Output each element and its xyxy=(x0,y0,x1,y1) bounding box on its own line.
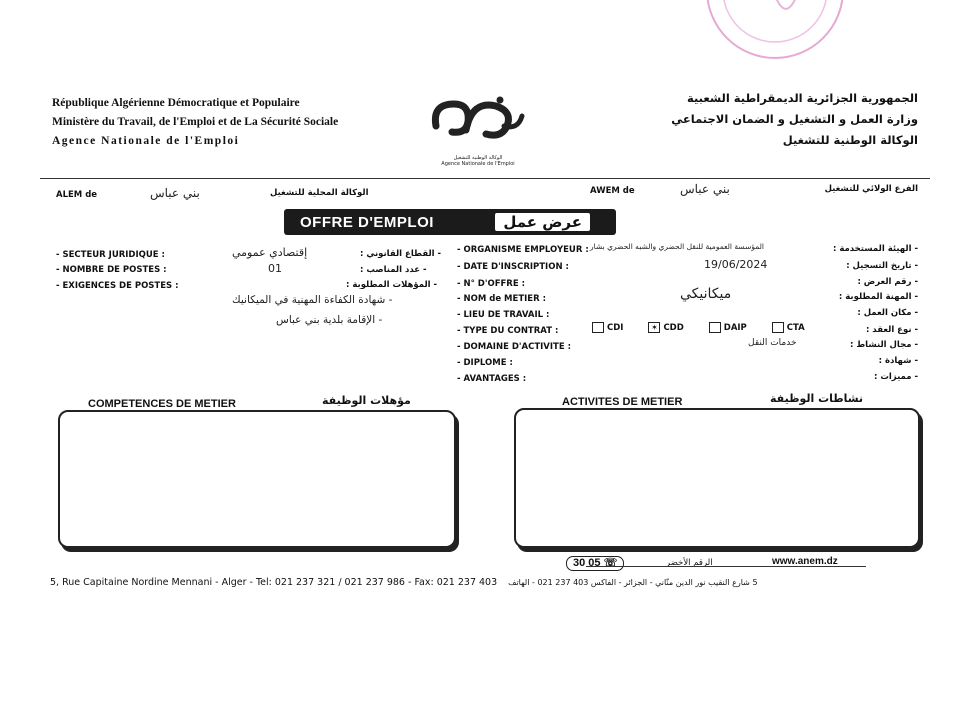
metier-label: - NOM de METIER : xyxy=(457,294,546,304)
contract-cta-label: CTA xyxy=(786,323,805,333)
header-ar-line1: الجمهورية الجزائرية الديمقراطية الشعبية xyxy=(686,91,918,105)
postes-value: 01 xyxy=(268,262,282,275)
contract-cdi-label: CDI xyxy=(607,323,624,333)
contrat-label: - TYPE DU CONTRAT : xyxy=(457,326,559,336)
activites-title: ACTIVITES DE METIER xyxy=(562,396,683,408)
competences-box xyxy=(58,410,456,548)
bottom-divider xyxy=(586,566,866,567)
checkbox-daip[interactable] xyxy=(709,322,721,333)
phone-icon: ☏ xyxy=(603,557,618,569)
domaine-label: - DOMAINE D'ACTIVITE : xyxy=(457,342,571,352)
anem-logo-icon xyxy=(418,86,538,150)
secteur-ar-label: - القطاع القانوني : xyxy=(360,249,442,259)
green-number: 30 05 xyxy=(573,557,601,569)
date-ar-label: - تاريخ التسجيل : xyxy=(846,261,918,271)
awem-ar-label: الفرع الولائي للتشغيل xyxy=(824,184,918,194)
organisme-label: - ORGANISME EMPLOYEUR : xyxy=(457,245,589,255)
awem-label: AWEM de xyxy=(590,186,635,196)
logo-caption-fr: Agence Nationale de l'Emploi xyxy=(441,161,515,167)
date-value: 19/06/2024 xyxy=(704,258,768,271)
contract-option-cdd[interactable] xyxy=(648,323,683,333)
contract-option-daip[interactable] xyxy=(709,323,747,333)
lieu-ar-label: - مكان العمل : xyxy=(857,308,918,318)
avantages-label: - AVANTAGES : xyxy=(457,374,527,384)
banner-fr: OFFRE D'EMPLOI xyxy=(300,213,434,231)
header-fr-line2: Ministère du Travail, de l'Emploi et de La Sécurité Sociale xyxy=(52,116,339,128)
contract-option-cta[interactable] xyxy=(772,323,805,333)
green-number-badge xyxy=(566,556,624,571)
checkbox-cdi[interactable] xyxy=(592,322,604,333)
alem-label: ALEM de xyxy=(56,190,98,200)
contract-daip-label: DAIP xyxy=(723,323,747,333)
diplome-ar-label: - شهادة : xyxy=(878,356,918,366)
header-fr-line1: République Algérienne Démocratique et Populaire xyxy=(52,97,300,109)
address-ar: 5 شارع النقيب نور الدين منّاني - الجزائر - الفاكس 403 237 021 - الهاتف xyxy=(508,578,758,587)
organisme-value: المؤسسة العمومية للنقل الحضري والشبه الحضري بشار xyxy=(590,242,764,251)
checkbox-cta[interactable] xyxy=(772,322,784,333)
offre-label: - N° D'OFFRE : xyxy=(457,279,526,289)
organisme-ar-label: - الهيئة المستخدمة : xyxy=(833,244,918,254)
competences-title-ar: مؤهلات الوظيفة xyxy=(322,394,411,407)
awem-value: بني عباس xyxy=(680,182,730,196)
competences-title: COMPETENCES DE METIER xyxy=(88,398,236,410)
header-divider xyxy=(40,178,930,179)
activites-title-ar: نشاطات الوظيفة xyxy=(770,392,864,405)
french-header xyxy=(52,94,338,151)
header-ar-line2: وزارة العمل و التشغيل و الضمان الاجتماعي xyxy=(671,112,918,126)
metier-ar-label: - المهنة المطلوبة : xyxy=(838,292,918,302)
contract-cdd-label: CDD xyxy=(663,323,684,333)
metier-value: ميكانيكي xyxy=(680,286,732,302)
date-label: - DATE D'INSCRIPTION : xyxy=(457,262,569,272)
exigence-2: - الإقامة بلدية بني عباس xyxy=(276,314,383,326)
contract-option-cdi[interactable] xyxy=(592,323,623,333)
lieu-label: - LIEU DE TRAVAIL : xyxy=(457,310,550,320)
domaine-ar-label: - مجال النشاط : xyxy=(849,340,918,350)
exigences-label: - EXIGENCES DE POSTES : xyxy=(56,281,179,291)
address-fr: 5, Rue Capitaine Nordine Mennani - Alger - Tel: 021 237 321 / 021 237 986 - Fax: 021 237 403 xyxy=(50,577,498,588)
contract-options xyxy=(592,322,805,333)
arabic-header xyxy=(671,88,918,151)
contrat-ar-label: - نوع العقد : xyxy=(865,325,918,335)
official-stamp-icon xyxy=(700,0,850,80)
activites-box xyxy=(514,408,920,548)
website-link[interactable]: www.anem.dz xyxy=(772,556,838,567)
checkbox-cdd[interactable]: ✶ xyxy=(648,322,660,333)
header-ar-line3: الوكالة الوطنية للتشغيل xyxy=(782,133,918,147)
offer-banner xyxy=(284,209,616,235)
alem-ar-label: الوكالة المحلية للتشغيل xyxy=(270,188,369,198)
banner-ar: عرض عمل xyxy=(495,213,590,231)
exigence-1: - شهادة الكفاءة المهنية في الميكانيك xyxy=(232,294,393,306)
offre-ar-label: - رقم العرض : xyxy=(857,277,918,287)
alem-value: بني عباس xyxy=(150,186,200,200)
logo-caption-ar: الوكالة الوطنية للتشغيل xyxy=(453,155,503,161)
postes-ar-label: - عدد المناصب : xyxy=(360,265,427,275)
avantages-ar-label: - مميزات : xyxy=(873,372,918,382)
header-fr-line3: Agence Nationale de l'Emploi xyxy=(52,135,240,147)
postes-label: - NOMBRE DE POSTES : xyxy=(56,265,167,275)
secteur-value: إقتصادي عمومي xyxy=(232,246,308,259)
green-number-ar: الرقم الأخضر xyxy=(666,558,713,568)
anem-logo xyxy=(418,86,538,172)
domaine-value: خدمات النقل xyxy=(748,338,797,348)
exigences-ar-label: - المؤهلات المطلوبة : xyxy=(346,280,438,290)
diplome-label: - DIPLOME : xyxy=(457,358,513,368)
secteur-label: - SECTEUR JURIDIQUE : xyxy=(56,250,165,260)
footer-address xyxy=(50,577,758,588)
